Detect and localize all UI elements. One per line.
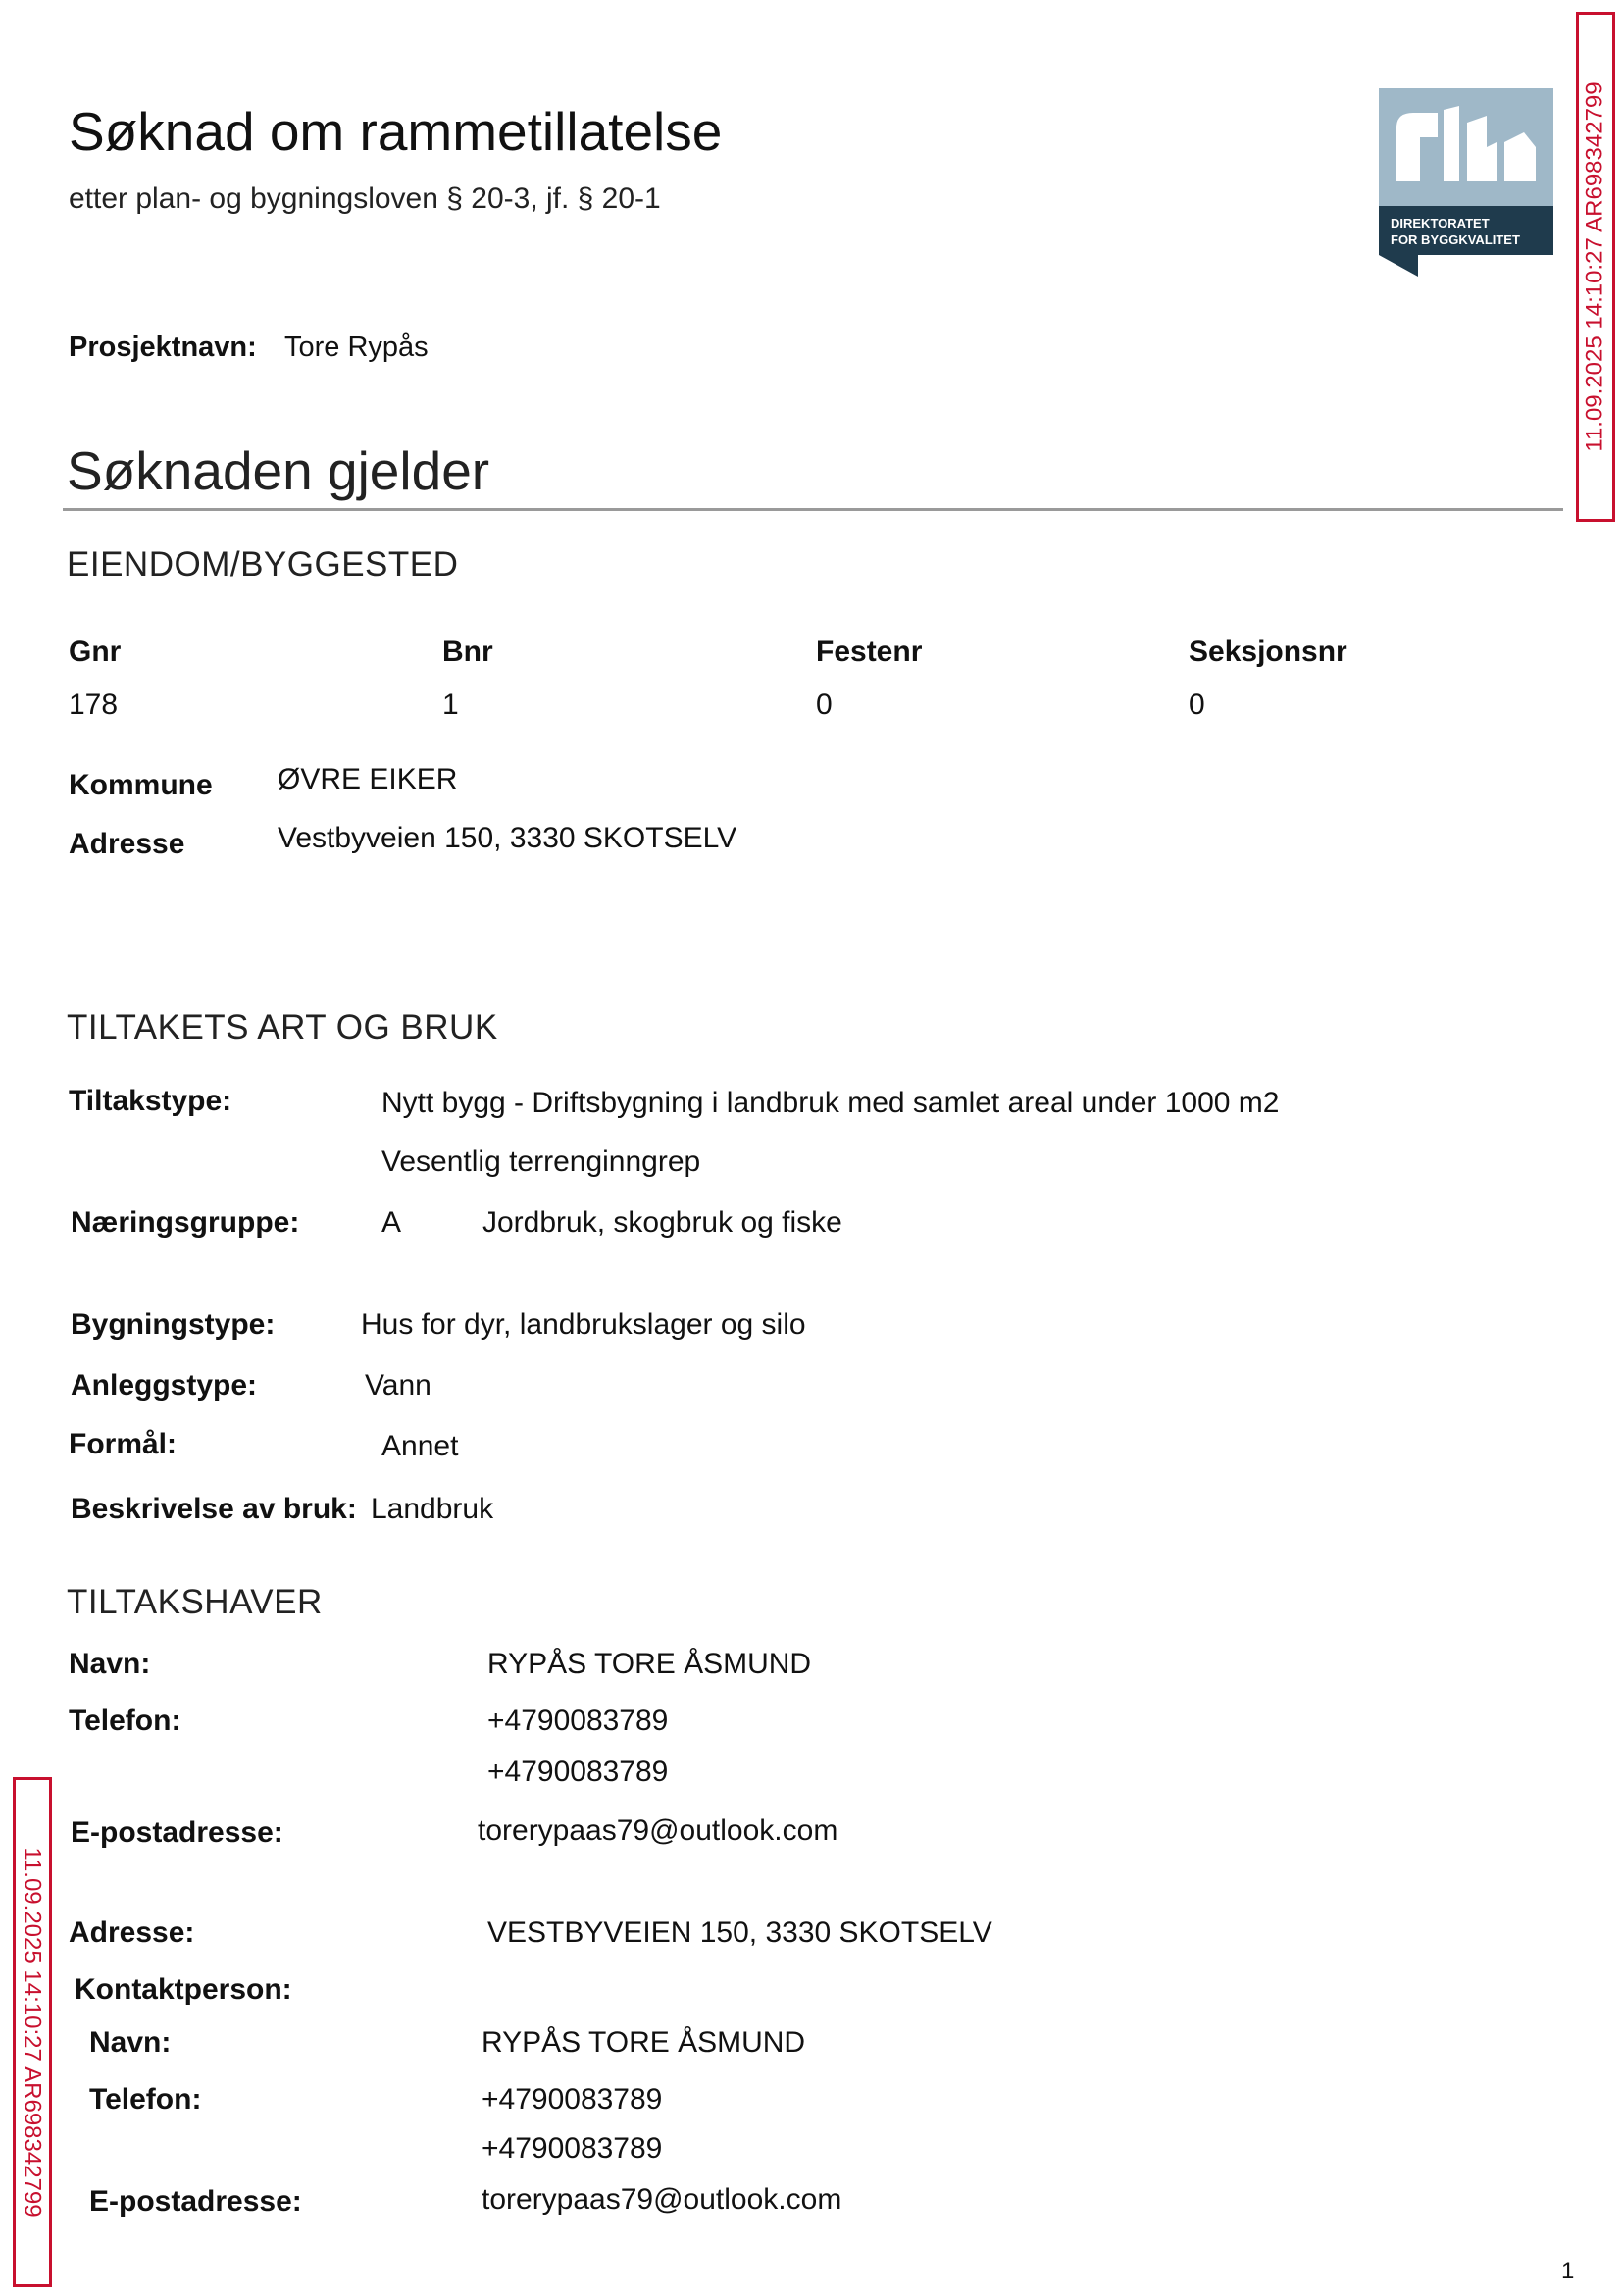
seksjonsnr-value: 0 <box>1189 688 1205 721</box>
bnr-label: Bnr <box>442 636 493 668</box>
tiltak-heading: TILTAKETS ART OG BRUK <box>67 1008 498 1046</box>
tiltakstype-label: Tiltakstype: <box>69 1085 232 1117</box>
tiltakshaver-adresse-label: Adresse: <box>69 1916 195 1949</box>
tiltakshaver-epost-label: E-postadresse: <box>71 1816 283 1849</box>
tiltakstype-value-2: Vesentlig terrenginngrep <box>381 1146 701 1178</box>
tiltakshaver-telefon-value-1: +4790083789 <box>487 1705 669 1737</box>
tiltakstype-value-1: Nytt bygg - Driftsbygning i landbruk med samlet areal under 1000 m2 <box>381 1087 1280 1119</box>
section-heading: Søknaden gjelder <box>67 440 490 501</box>
seksjonsnr-label: Seksjonsnr <box>1189 636 1347 668</box>
archive-stamp-bottom <box>13 1777 52 2287</box>
archive-stamp-bottom-text: 11.09.2025 14:10:27 AR698342799 <box>20 1847 46 2218</box>
kontakt-telefon-value-2: +4790083789 <box>482 2132 663 2165</box>
bygningstype-label: Bygningstype: <box>71 1308 276 1341</box>
anleggstype-value: Vann <box>365 1369 431 1402</box>
kontakt-epost-label: E-postadresse: <box>89 2185 302 2218</box>
project-value: Tore Rypås <box>284 331 429 363</box>
kontakt-navn-value: RYPÅS TORE ÅSMUND <box>482 2026 806 2059</box>
festenr-value: 0 <box>816 688 833 721</box>
beskrivelse-value: Landbruk <box>371 1493 494 1525</box>
kontaktperson-label: Kontaktperson: <box>75 1973 292 2006</box>
bygningstype-value: Hus for dyr, landbrukslager og silo <box>361 1308 806 1341</box>
kontakt-telefon-value-1: +4790083789 <box>482 2083 663 2116</box>
formal-value: Annet <box>381 1430 459 1462</box>
logo-corner-flag <box>1379 255 1418 277</box>
tiltakshaver-telefon-label: Telefon: <box>69 1705 181 1737</box>
page-title: Søknad om rammetillatelse <box>69 101 723 162</box>
bnr-value: 1 <box>442 688 459 721</box>
adresse-value: Vestbyveien 150, 3330 SKOTSELV <box>278 822 737 854</box>
kontakt-navn-label: Navn: <box>89 2026 172 2059</box>
kontakt-telefon-label: Telefon: <box>89 2083 202 2116</box>
beskrivelse-label: Beskrivelse av bruk: <box>71 1493 357 1525</box>
gnr-label: Gnr <box>69 636 122 668</box>
gnr-value: 178 <box>69 688 119 721</box>
kommune-value: ØVRE EIKER <box>278 763 458 795</box>
page-subtitle: etter plan- og bygningsloven § 20-3, jf. § 20-1 <box>69 182 661 215</box>
logo-text-line1: DIREKTORATET <box>1391 216 1490 230</box>
logo-bottom-panel <box>1379 206 1553 255</box>
festenr-label: Festenr <box>816 636 923 668</box>
project-label: Prosjektnavn: <box>69 331 257 363</box>
property-heading: EIENDOM/BYGGESTED <box>67 545 459 584</box>
archive-stamp-top-text: 11.09.2025 14:10:27 AR698342799 <box>1582 81 1608 452</box>
adresse-label: Adresse <box>69 828 185 860</box>
kontakt-epost-value: torerypaas79@outlook.com <box>482 2183 842 2216</box>
naeringsgruppe-value: Jordbruk, skogbruk og fiske <box>482 1206 842 1239</box>
tiltakshaver-navn-value: RYPÅS TORE ÅSMUND <box>487 1648 812 1680</box>
logo-shape-2 <box>1444 106 1459 181</box>
tiltakshaver-heading: TILTAKSHAVER <box>67 1583 323 1621</box>
section-divider <box>63 508 1563 511</box>
dibk-logo <box>1379 88 1553 277</box>
formal-label: Formål: <box>69 1428 178 1460</box>
archive-stamp-top <box>1576 12 1615 522</box>
logo-text-line2: FOR BYGGKVALITET <box>1391 232 1520 247</box>
tiltakshaver-epost-value: torerypaas79@outlook.com <box>478 1814 838 1847</box>
tiltakshaver-adresse-value: VESTBYVEIEN 150, 3330 SKOTSELV <box>487 1916 992 1949</box>
anleggstype-label: Anleggstype: <box>71 1369 258 1402</box>
naeringsgruppe-code: A <box>381 1206 402 1239</box>
tiltakshaver-navn-label: Navn: <box>69 1648 151 1680</box>
page-number: 1 <box>1561 2258 1575 2284</box>
naeringsgruppe-label: Næringsgruppe: <box>71 1206 300 1239</box>
kommune-label: Kommune <box>69 769 213 801</box>
tiltakshaver-telefon-value-2: +4790083789 <box>487 1756 669 1788</box>
